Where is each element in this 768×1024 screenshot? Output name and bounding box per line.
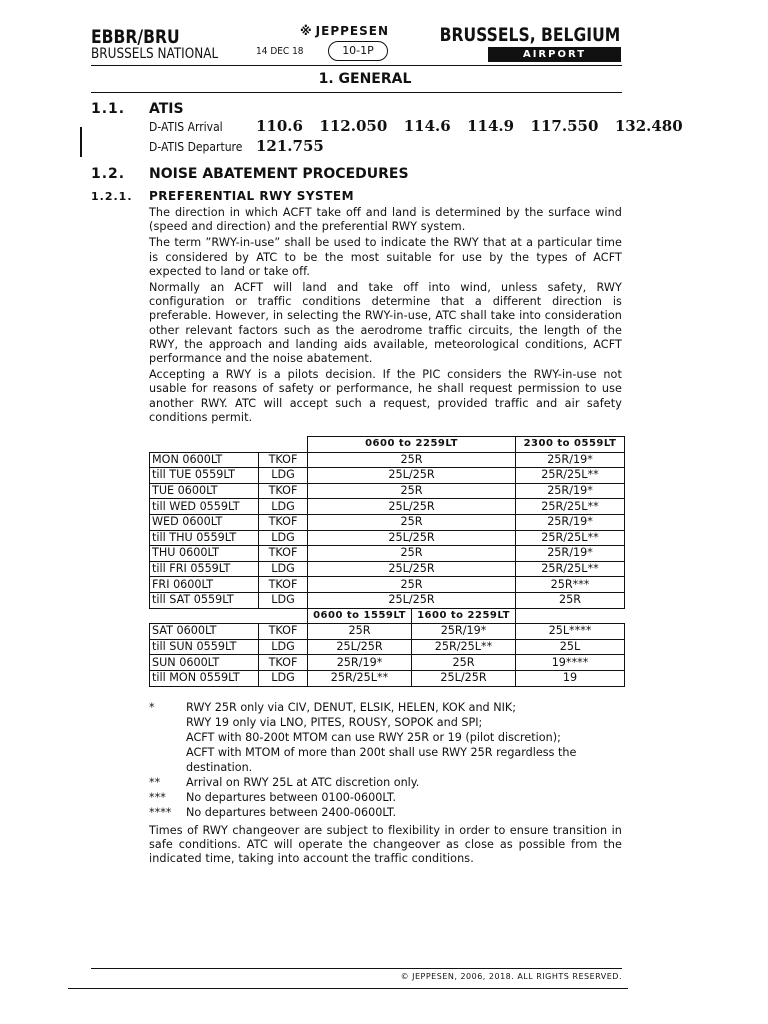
operation-type-cell: TKOF <box>259 452 308 468</box>
operation-type-cell: TKOF <box>259 624 308 640</box>
table-header-row <box>150 608 625 624</box>
atis-arrival-label: D-ATIS Arrival <box>149 120 223 134</box>
footnote-marker: * <box>149 701 155 714</box>
footnote-marker: *** <box>149 791 166 804</box>
table-row <box>150 468 625 484</box>
col-header-morning: 0600 to 1559LT <box>308 608 412 624</box>
runway-cell: 19**** <box>516 655 625 671</box>
runway-cell: 25R/25L** <box>516 499 625 515</box>
table-row <box>150 561 625 577</box>
runway-cell: 25R <box>516 592 625 608</box>
day-range-cell: till TUE 0559LT <box>150 468 259 484</box>
table-footnotes <box>149 700 622 867</box>
runway-cell: 25L/25R <box>308 639 412 655</box>
runway-cell: 25R <box>308 624 412 640</box>
col-header-night: 2300 to 0559LT <box>516 437 625 453</box>
runway-cell: 25L <box>516 639 625 655</box>
subsection-title: PREFERENTIAL RWY SYSTEM <box>149 189 355 203</box>
runway-cell: 25L/25R <box>308 468 516 484</box>
runway-cell: 25R <box>308 546 516 562</box>
airport-name: BRUSSELS NATIONAL <box>91 46 219 62</box>
footnote <box>149 700 622 775</box>
copyright-notice: © JEPPESEN, 2006, 2018. ALL RIGHTS RESERVED. <box>400 972 622 981</box>
preferential-runway-table <box>149 436 625 687</box>
page-bottom-rule <box>68 988 628 989</box>
runway-cell: 25R*** <box>516 577 625 593</box>
footnote-text: Arrival on RWY 25L at ATC discretion only. <box>186 776 420 789</box>
header-divider <box>91 65 622 66</box>
paragraph: The term ”RWY-in-use” shall be used to indicate the RWY that at a particular time is considered by ATC to be the most suitable for use by the types of ACFT expected to land or take off. <box>149 236 622 278</box>
runway-cell: 25L/25R <box>308 592 516 608</box>
chart-number: 10-1P <box>328 41 388 61</box>
operation-type-cell: LDG <box>259 530 308 546</box>
chart-date: 14 DEC 18 <box>256 46 304 57</box>
table-row <box>150 577 625 593</box>
jeppesen-logo-icon: ※ <box>300 24 313 38</box>
day-range-cell: SUN 0600LT <box>150 655 259 671</box>
operation-type-cell: TKOF <box>259 514 308 530</box>
table-row <box>150 452 625 468</box>
runway-cell: 25R/19* <box>516 514 625 530</box>
section-title-general: 1. GENERAL <box>318 71 412 87</box>
operation-type-cell: TKOF <box>259 577 308 593</box>
footnote-line: ACFT with 80-200t MTOM can use RWY 25R or 19 (pilot discretion); <box>186 731 561 744</box>
footnote <box>149 805 622 820</box>
table-row <box>150 483 625 499</box>
runway-cell: 25R/25L** <box>516 468 625 484</box>
table-row <box>150 546 625 562</box>
runway-cell: 25R/25L** <box>516 561 625 577</box>
table-row <box>150 514 625 530</box>
publisher-name: JEPPESEN <box>315 24 390 38</box>
footnote <box>149 790 622 805</box>
footer-divider <box>91 968 622 969</box>
day-range-cell: WED 0600LT <box>150 514 259 530</box>
table-row <box>150 624 625 640</box>
footnote <box>149 775 622 790</box>
noise-section-number: 1.2. <box>91 166 126 182</box>
runway-cell: 25R <box>412 655 516 671</box>
operation-type-cell: LDG <box>259 468 308 484</box>
change-bar <box>80 127 82 157</box>
col-header-evening: 1600 to 2259LT <box>412 608 516 624</box>
day-range-cell: till SAT 0559LT <box>150 592 259 608</box>
runway-cell: 25R/25L** <box>516 530 625 546</box>
footnote-line: ACFT with MTOM of more than 200t shall use RWY 25R regardless the destination. <box>186 746 577 774</box>
runway-cell: 25R/19* <box>308 655 412 671</box>
operation-type-cell: LDG <box>259 592 308 608</box>
table-row <box>150 655 625 671</box>
table-row <box>150 639 625 655</box>
footnote-line: RWY 25R only via CIV, DENUT, ELSIK, HELEN, KOK and NIK; <box>186 701 516 714</box>
runway-cell: 25R/25L** <box>308 670 412 686</box>
day-range-cell: MON 0600LT <box>150 452 259 468</box>
runway-cell: 25L/25R <box>412 670 516 686</box>
runway-cell: 25R <box>308 514 516 530</box>
runway-cell: 25R/19* <box>516 483 625 499</box>
day-range-cell: THU 0600LT <box>150 546 259 562</box>
runway-cell: 19 <box>516 670 625 686</box>
runway-cell: 25L**** <box>516 624 625 640</box>
publisher-logo <box>300 24 389 38</box>
runway-cell: 25R <box>308 483 516 499</box>
chart-type-banner: AIRPORT BRIEFING <box>488 47 621 62</box>
atis-number: 1.1. <box>91 101 126 117</box>
day-range-cell: till WED 0559LT <box>150 499 259 515</box>
operation-type-cell: LDG <box>259 639 308 655</box>
runway-cell: 25R <box>308 577 516 593</box>
day-range-cell: SAT 0600LT <box>150 624 259 640</box>
operation-type-cell: TKOF <box>259 546 308 562</box>
paragraph: Normally an ACFT will land and take off into wind, unless safety, RWY configuration or traffic conditions determine that a different direction is preferable. However, in selecting the RWY-in-use, ATC shall take into consideration other relevant factors such as the aerodrome traffic circuits, the length of the RWY, the approach and landing aids available, meteorological conditions, ACFT performance and the noise abatement. <box>149 281 622 366</box>
noise-section-title: NOISE ABATEMENT PROCEDURES <box>149 166 409 182</box>
runway-cell: 25R/25L** <box>412 639 516 655</box>
day-range-cell: till SUN 0559LT <box>150 639 259 655</box>
day-range-cell: till THU 0559LT <box>150 530 259 546</box>
table-row <box>150 592 625 608</box>
paragraph: The direction in which ACFT take off and land is determined by the surface wind (speed and direction) and the preferential RWY system. <box>149 206 622 234</box>
footnote-text: No departures between 2400-0600LT. <box>186 806 397 819</box>
runway-cell: 25L/25R <box>308 561 516 577</box>
atis-departure-label: D-ATIS Departure <box>149 140 243 154</box>
preferential-rwy-text <box>149 206 622 427</box>
section-divider <box>91 92 622 93</box>
operation-type-cell: TKOF <box>259 483 308 499</box>
footnote-text: No departures between 0100-0600LT. <box>186 791 397 804</box>
paragraph: Accepting a RWY is a pilots decision. If the PIC considers the RWY-in-use not usable for reasons of safety or performance, he shall request permission to use another RWY. ATC will accept such a request, provided traffic and air safety conditions permit. <box>149 368 622 424</box>
day-range-cell: FRI 0600LT <box>150 577 259 593</box>
city-country: BRUSSELS, BELGIUM <box>439 24 620 46</box>
table-header-row <box>150 437 625 453</box>
day-range-cell: TUE 0600LT <box>150 483 259 499</box>
table-row <box>150 499 625 515</box>
footnote-marker: **** <box>149 806 172 819</box>
day-range-cell: till FRI 0559LT <box>150 561 259 577</box>
footnote-marker: ** <box>149 776 161 789</box>
airport-icao-code: EBBR/BRU <box>91 26 180 48</box>
runway-cell: 25R/19* <box>516 452 625 468</box>
operation-type-cell: LDG <box>259 670 308 686</box>
table-row <box>150 670 625 686</box>
footnote-line: RWY 19 only via LNO, PITES, ROUSY, SOPOK and SPI; <box>186 716 483 729</box>
atis-title: ATIS <box>149 101 184 117</box>
table-row <box>150 530 625 546</box>
runway-cell: 25L/25R <box>308 530 516 546</box>
runway-cell: 25R <box>308 452 516 468</box>
atis-departure-frequency: 121.755 <box>256 137 324 155</box>
runway-cell: 25L/25R <box>308 499 516 515</box>
operation-type-cell: LDG <box>259 561 308 577</box>
runway-cell: 25R/19* <box>412 624 516 640</box>
col-header-day: 0600 to 2259LT <box>308 437 516 453</box>
day-range-cell: till MON 0559LT <box>150 670 259 686</box>
runway-cell: 25R/19* <box>516 546 625 562</box>
atis-arrival-frequencies: 110.6 112.050 114.6 114.9 117.550 132.480 <box>256 117 683 135</box>
operation-type-cell: TKOF <box>259 655 308 671</box>
changeover-paragraph: Times of RWY changeover are subject to flexibility in order to ensure transition in safe conditions. ATC will operate the changeover as close as possible from the indicated time, taking into account the traffic conditions. <box>149 824 622 866</box>
operation-type-cell: LDG <box>259 499 308 515</box>
subsection-number: 1.2.1. <box>91 190 133 203</box>
